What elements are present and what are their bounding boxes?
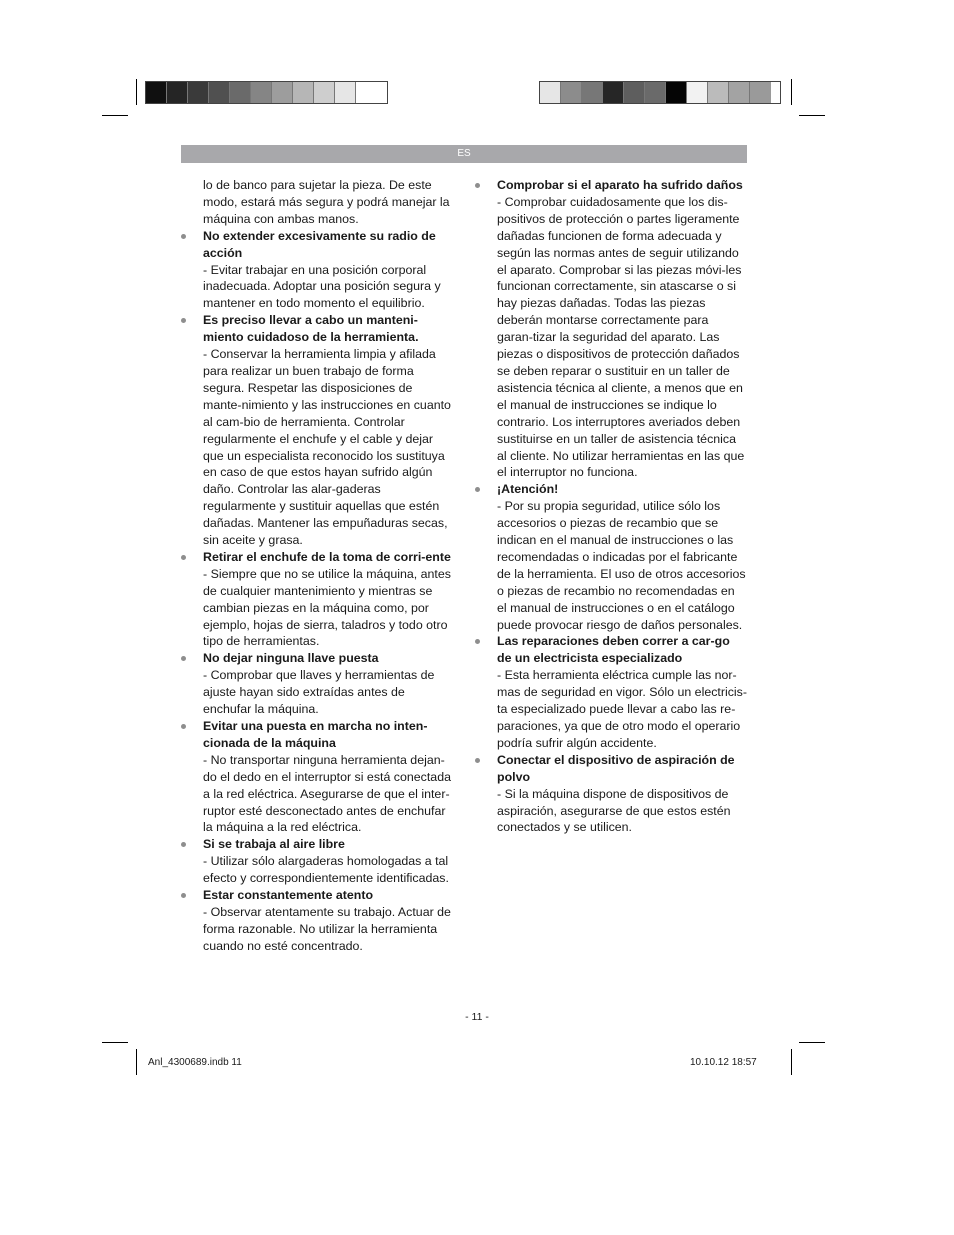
bulleted-item (203, 650, 453, 718)
crop-mark (102, 1042, 128, 1043)
color-swatch (540, 82, 561, 103)
item-title: ¡Atención! (497, 482, 559, 497)
color-swatch (561, 82, 582, 103)
left-item-list (203, 228, 453, 955)
bulleted-item (203, 718, 453, 836)
bullet-icon (181, 555, 186, 560)
bullet-icon (475, 183, 480, 188)
item-body: - Por su propia seguridad, utilice sólo los accesorios o piezas de recambio que se indican en el manual de instrucciones o las recomendadas o indicadas por el fabricante de la herramienta. El uso de otros accesorios o piezas de recambio no recomendadas en el manual de instrucciones o en el catálogo puede provocar riesgo de daños personales. (497, 499, 746, 632)
crop-mark (799, 1042, 825, 1043)
intro-paragraph: lo de banco para sujetar la pieza. De este modo, estará más segura y podrá manejar la máquina con ambas manos. (203, 178, 450, 226)
color-swatch (209, 82, 230, 103)
color-calibration-strip-right (539, 81, 781, 104)
bullet-icon (475, 639, 480, 644)
bullet-icon (475, 758, 480, 763)
bullet-icon (181, 842, 186, 847)
item-title: Es preciso llevar a cabo un manteni-miento cuidadoso de la herramienta. (203, 313, 419, 345)
bulleted-item (203, 228, 453, 313)
bulleted-item (497, 481, 747, 633)
right-item-list (497, 177, 747, 836)
item-body: - Comprobar cuidadosamente que los dis-positivos de protección o partes ligeramente dañadas funcionen de forma adecuada y según las normas antes de seguir utilizando el aparato. Comprobar si las piezas móvi-les funcionan correctamente, sin atascarse o si hay piezas dañadas. Todas las piezas deberán montarse correctamente para garan-tizar la seguridad del aparato. Las piezas o dispositivos de protección dañados se deben reparar o sustituir en un taller de asistencia técnica al cliente, a menos que en el manual de instrucciones se indique lo contrario. Los interruptores averiados deben sustituirse en un taller de asistencia técnica al cliente. No utilizar herramientas en las que el interruptor no funciona. (497, 194, 745, 480)
item-title: Evitar una puesta en marcha no inten-cionada de la máquina (203, 719, 428, 750)
color-swatch (708, 82, 729, 103)
item-body: - Utilizar sólo alargaderas homologadas a tal efecto y correspondientemente identificadas. (203, 854, 449, 886)
item-title: Conectar el dispositivo de aspiración de polvo (497, 752, 735, 784)
color-swatch (687, 82, 708, 103)
right-column (497, 177, 747, 836)
item-body: - Siempre que no se utilice la máquina, antes de cualquier mantenimiento y mientras se cambian piezas en la máquina como, por ejemplo, hojas de sierra, taladros y todo otro tipo de herramientas. (203, 566, 451, 649)
color-calibration-strip-left (145, 81, 388, 104)
language-header-bar: ES (181, 145, 747, 163)
item-title: Retirar el enchufe de la toma de corri-ente (203, 549, 451, 564)
color-swatch (356, 82, 377, 103)
bulleted-item (203, 549, 453, 650)
color-swatch (335, 82, 356, 103)
item-body: - Evitar trabajar en una posición corporal inadecuada. Adoptar una posición segura y mantener en todo momento el equilibrio. (203, 262, 441, 311)
bulleted-item (497, 752, 747, 837)
crop-mark (799, 115, 825, 116)
bulleted-item (497, 177, 747, 481)
item-body: - Comprobar que llaves y herramientas de ajuste hayan sido extraídas antes de enchufar la máquina. (203, 668, 435, 717)
crop-mark (791, 1049, 792, 1075)
color-swatch (188, 82, 209, 103)
item-body: - Esta herramienta eléctrica cumple las nor-mas de seguridad en vigor. Sólo un electricis-ta especializado puede llevar a cabo las re-paraciones, ya que de otro modo el operario podría sufrir algún accidente. (497, 668, 748, 750)
color-swatch (750, 82, 771, 103)
color-swatch (582, 82, 603, 103)
item-title: Las reparaciones deben correr a car-go de un electricista especializado (497, 634, 730, 666)
item-title: No dejar ninguna llave puesta (203, 651, 379, 666)
bullet-icon (181, 656, 186, 661)
color-swatch (603, 82, 624, 103)
item-title: Si se trabaja al aire libre (203, 837, 345, 852)
color-swatch (729, 82, 750, 103)
bullet-icon (475, 487, 480, 492)
item-body: - Si la máquina dispone de dispositivos de aspiración, asegurarse de que estos estén conectados y se utilicen. (497, 786, 731, 835)
bulleted-item (203, 312, 453, 549)
bullet-icon (181, 234, 186, 239)
file-date-label: 10.10.12 18:57 (690, 1057, 757, 1068)
bulleted-item (203, 836, 453, 887)
item-body: - No transportar ninguna herramienta dejan-do el dedo en el interruptor si está conectada a la red eléctrica. Asegurarse de que el inter-ruptor esté desconectado antes de enchufar la máquina a la red eléctrica. (203, 752, 451, 835)
bullet-icon (181, 724, 186, 729)
color-swatch (314, 82, 335, 103)
color-swatch (645, 82, 666, 103)
crop-mark (136, 1049, 137, 1075)
color-swatch (251, 82, 272, 103)
crop-mark (102, 115, 128, 116)
color-swatch (293, 82, 314, 103)
bullet-icon (181, 893, 186, 898)
page-number: - 11 - (465, 1011, 489, 1023)
crop-mark (791, 79, 792, 105)
color-swatch (624, 82, 645, 103)
color-swatch (230, 82, 251, 103)
item-body: - Conservar la herramienta limpia y afilada para realizar un buen trabajo de forma segura. Respetar las disposiciones de mante-nimiento y las instrucciones en cuanto al cam-bio de herramienta. Controlar regularmente el enchufe y el cable y dejar que un especialista reconocido los sustituya en caso de que estos hayan sufrido algún daño. Controlar las alar-gaderas regularmente y sustituir aquellas que estén dañadas. Mantener las empuñaduras secas, sin aceite y grasa. (203, 347, 451, 548)
item-body: - Observar atentamente su trabajo. Actuar de forma razonable. No utilizar la herramienta cuando no esté concentrado. (203, 904, 451, 953)
color-swatch (167, 82, 188, 103)
color-swatch (272, 82, 293, 103)
item-title: No extender excesivamente su radio de acción (203, 228, 436, 260)
file-name-label: Anl_4300689.indb 11 (148, 1057, 242, 1068)
bullet-icon (181, 318, 186, 323)
color-swatch (666, 82, 687, 103)
bulleted-item (203, 887, 453, 955)
item-title: Comprobar si el aparato ha sufrido daños (497, 178, 743, 192)
color-swatch (146, 82, 167, 103)
bulleted-item (497, 633, 747, 751)
crop-mark (136, 79, 137, 105)
left-column (203, 177, 453, 955)
item-title: Estar constantemente atento (203, 888, 374, 903)
